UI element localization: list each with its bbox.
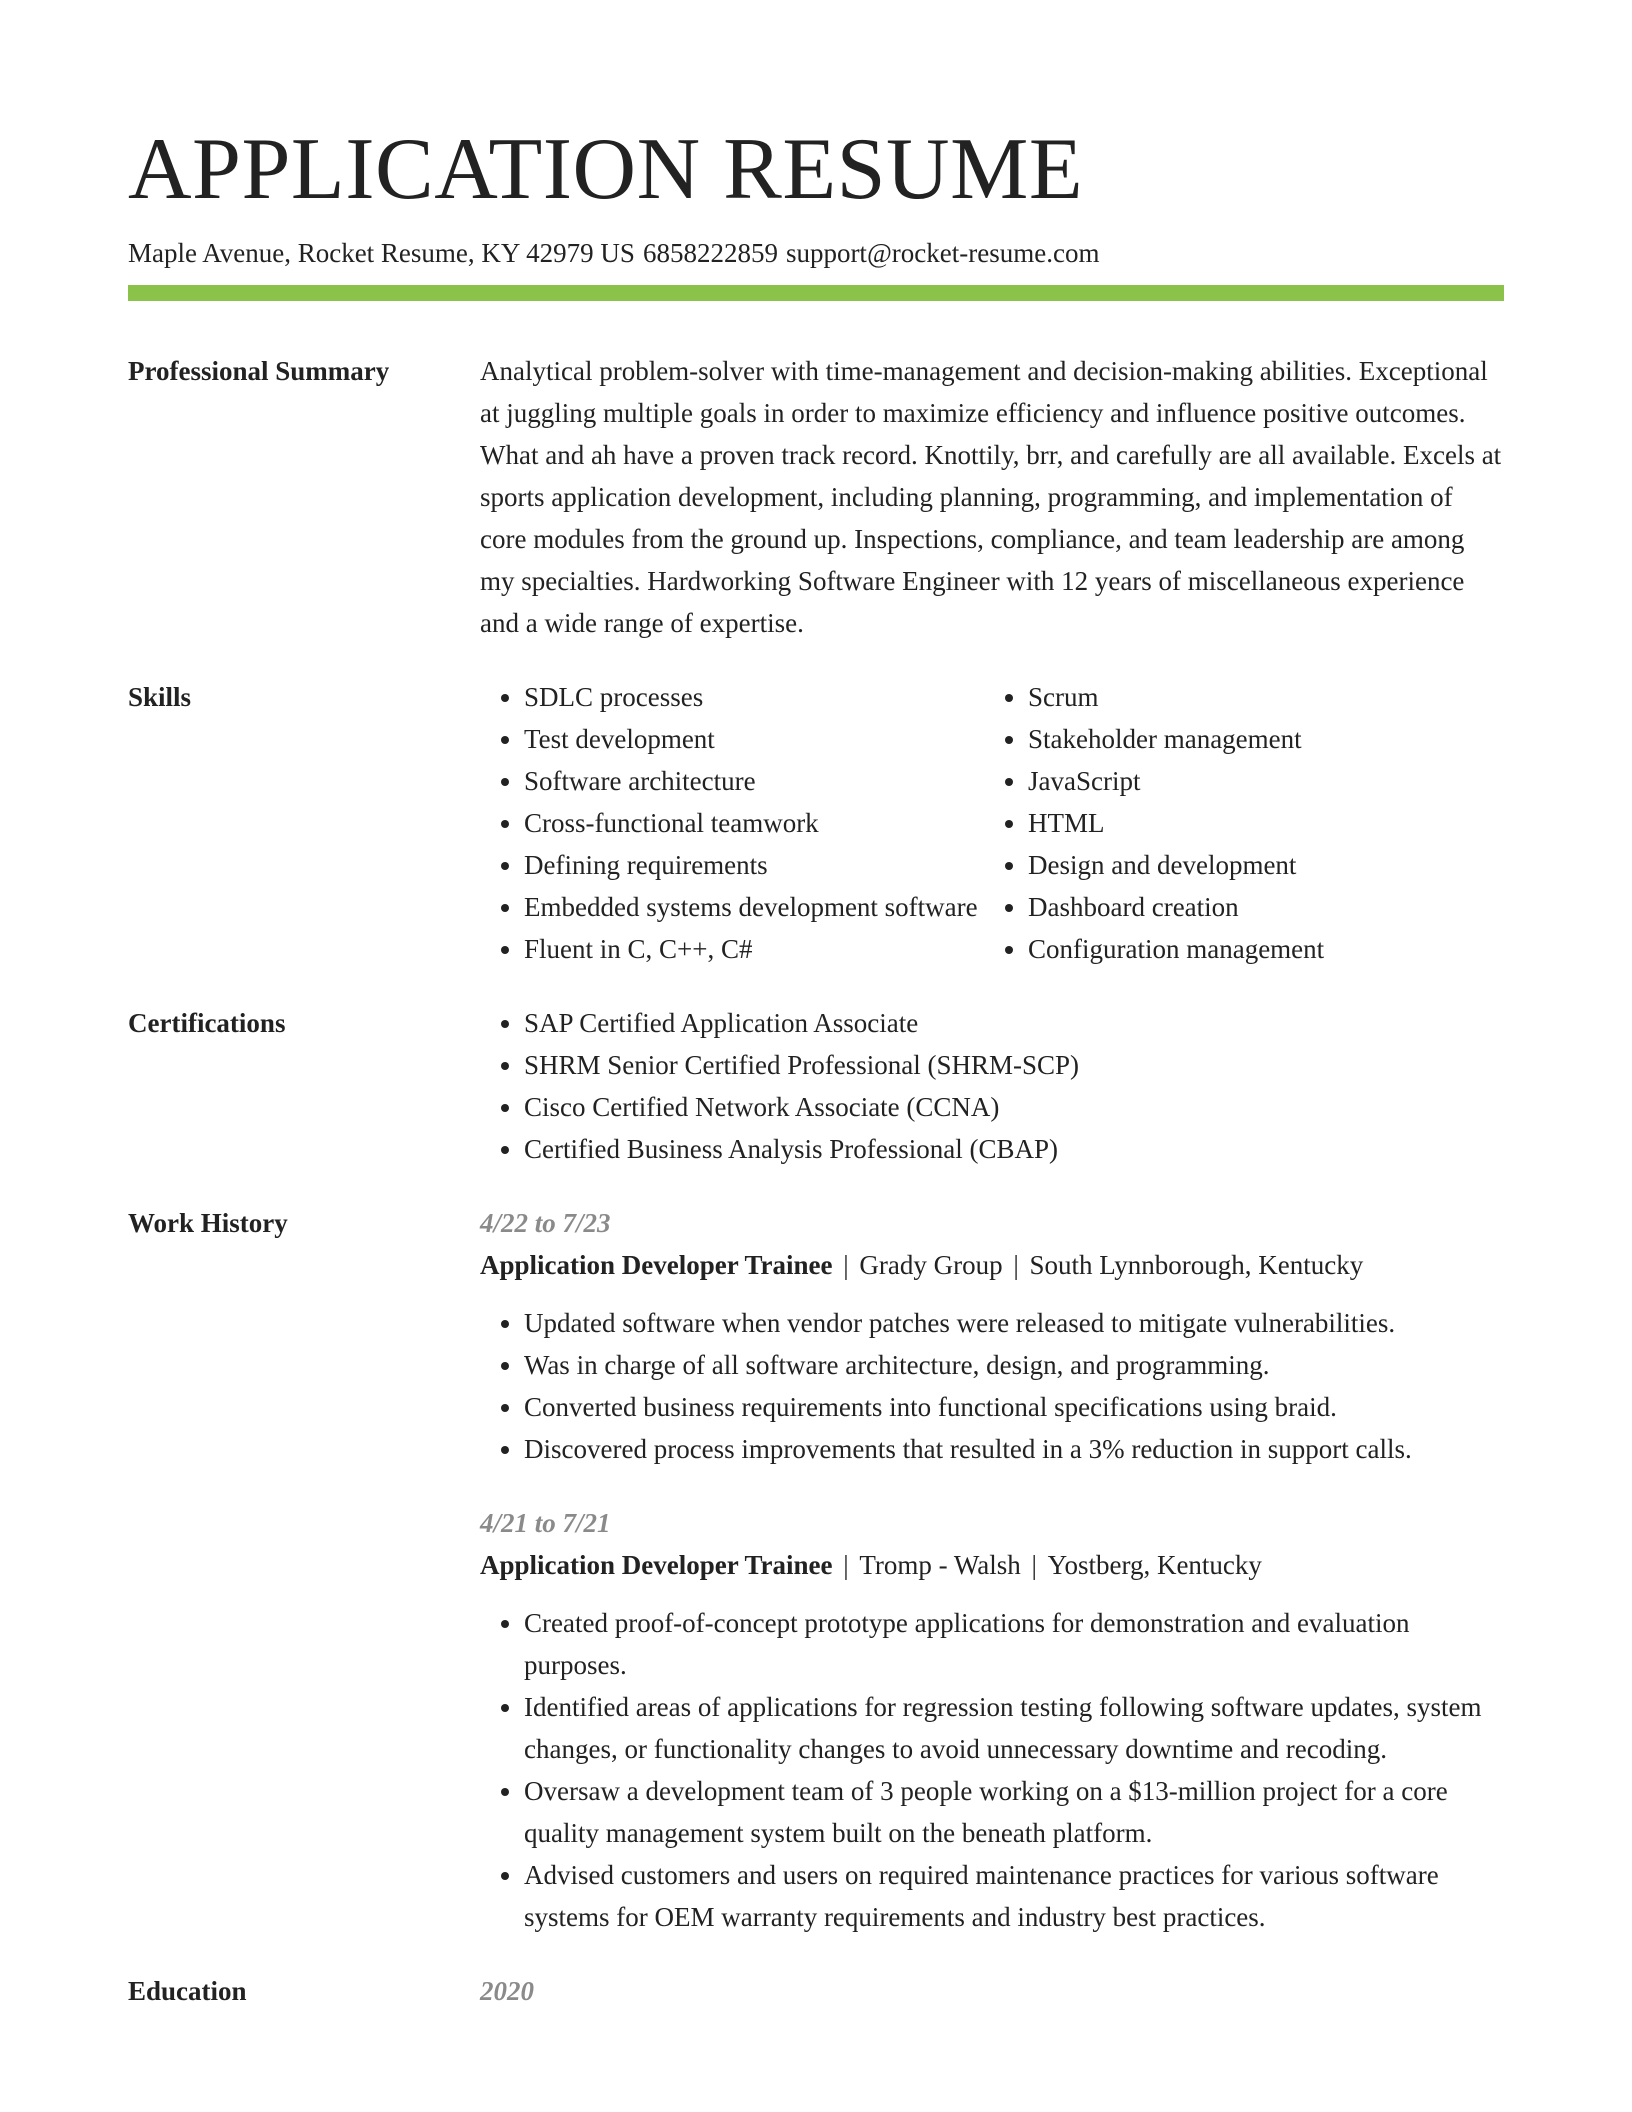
job-location: South Lynnborough, Kentucky [1029, 1250, 1364, 1280]
job-bullet: • Converted business requirements into functional specifications using braid. [524, 1386, 1504, 1428]
skill-item: • Software architecture [524, 760, 984, 802]
job-bullet: • Oversaw a development team of 3 people working on a $13-million project for a core quality management system built on the beneath platform. [524, 1770, 1504, 1854]
job-entry [480, 1202, 1504, 1470]
section-label-summary: Professional Summary [128, 356, 390, 386]
separator: | [836, 1550, 856, 1580]
education-date: 2020 [480, 1976, 534, 2006]
skill-item: • Defining requirements [524, 844, 984, 886]
resume-sections [128, 350, 1504, 2044]
job-bullet: • Advised customers and users on required maintenance practices for various software systems for OEM warranty requirements and industry best practices. [524, 1854, 1504, 1938]
section-label-skills: Skills [128, 682, 192, 712]
skills-content [480, 676, 1504, 970]
job-company: Grady Group [859, 1250, 1003, 1280]
contact-phone: 6858222859 [642, 238, 778, 268]
separator: | [1024, 1550, 1044, 1580]
summary-text: Analytical problem-solver with time-management and decision-making abilities. Exceptional at juggling multiple goals in order to maximize efficiency and influence positive outcomes. What and ah have a proven track record. Knottily, brr, and carefully are all available. Excels at sports application development, including planning, programming, and implementation of core modules from the ground up. Inspections, compliance, and team leadership are among my specialties. Hardworking Software Engineer with 12 years of miscellaneous experience and a wide range of expertise. [480, 356, 1502, 638]
job-date: 4/22 to 7/23 [480, 1208, 611, 1238]
education-section [128, 1970, 1504, 2012]
work-history-section [128, 1202, 1504, 1938]
job-bullets [480, 1602, 1504, 1938]
certifications-list [480, 1002, 1504, 1170]
skills-list-left [480, 676, 984, 970]
job-entry [480, 1502, 1504, 1938]
skill-item: • Stakeholder management [1028, 718, 1532, 760]
job-bullet: • Was in charge of all software architecture, design, and programming. [524, 1344, 1504, 1386]
job-location: Yostberg, Kentucky [1047, 1550, 1262, 1580]
skill-item: • Scrum [1028, 676, 1532, 718]
job-company: Tromp - Walsh [859, 1550, 1021, 1580]
education-content [480, 1970, 1504, 2012]
resume-title: APPLICATION RESUME [128, 121, 1084, 218]
summary-content [480, 350, 1504, 644]
contact-address: Maple Avenue, Rocket Resume, KY 42979 US [128, 238, 635, 268]
section-label-work-history: Work History [128, 1208, 288, 1238]
certification-item: • SAP Certified Application Associate [524, 1002, 1504, 1044]
section-label-certifications: Certifications [128, 1008, 286, 1038]
skill-item: • Test development [524, 718, 984, 760]
job-role: Application Developer Trainee [480, 1250, 833, 1280]
separator: | [1006, 1250, 1026, 1280]
skill-item: • Fluent in C, C++, C# [524, 928, 984, 970]
skill-item: • HTML [1028, 802, 1532, 844]
contact-email: support@rocket-resume.com [785, 238, 1100, 268]
separator: | [836, 1250, 856, 1280]
header-accent-rule [128, 285, 1504, 301]
work-history-content [480, 1202, 1504, 1938]
certifications-section [128, 1002, 1504, 1170]
skills-columns [480, 676, 1504, 970]
skills-section [128, 676, 1504, 970]
summary-section [128, 350, 1504, 644]
skill-item: • SDLC processes [524, 676, 984, 718]
certification-item: • SHRM Senior Certified Professional (SHRM-SCP) [524, 1044, 1504, 1086]
skills-list-right [984, 676, 1532, 970]
job-bullets [480, 1302, 1504, 1470]
certification-item: • Cisco Certified Network Associate (CCNA) [524, 1086, 1504, 1128]
job-bullet: • Updated software when vendor patches were released to mitigate vulnerabilities. [524, 1302, 1504, 1344]
skill-item: • Embedded systems development software [524, 886, 984, 928]
skill-item: • JavaScript [1028, 760, 1532, 802]
job-title-line [480, 1244, 1504, 1286]
skill-item: • Configuration management [1028, 928, 1532, 970]
skill-item: • Cross-functional teamwork [524, 802, 984, 844]
certification-item: • Certified Business Analysis Professional (CBAP) [524, 1128, 1504, 1170]
job-title-line [480, 1544, 1504, 1586]
job-role: Application Developer Trainee [480, 1550, 833, 1580]
skill-item: • Dashboard creation [1028, 886, 1532, 928]
job-bullet: • Discovered process improvements that resulted in a 3% reduction in support calls. [524, 1428, 1504, 1470]
resume-header [128, 118, 1504, 270]
contact-line [128, 236, 1504, 270]
job-date: 4/21 to 7/21 [480, 1508, 611, 1538]
section-label-education: Education [128, 1976, 247, 2006]
job-bullet: • Identified areas of applications for regression testing following software updates, system changes, or functionality changes to avoid unnecessary downtime and recoding. [524, 1686, 1504, 1770]
skill-item: • Design and development [1028, 844, 1532, 886]
certifications-content [480, 1002, 1504, 1170]
job-bullet: • Created proof-of-concept prototype applications for demonstration and evaluation purposes. [524, 1602, 1504, 1686]
